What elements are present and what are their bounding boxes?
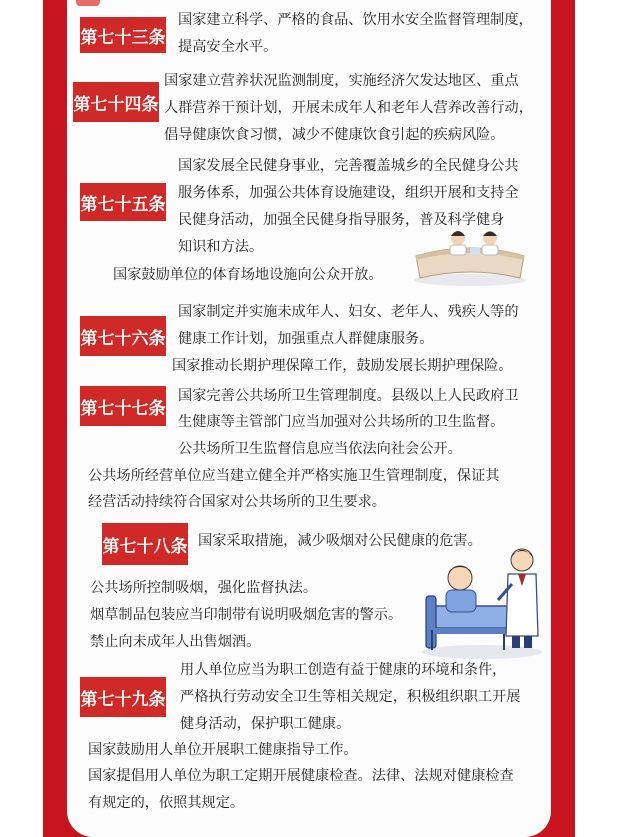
article-79-line-5: 国家提倡用人单位为职工定期开展健康检查。法律、法规对健康检查 [88, 768, 514, 784]
article-79-line-3: 健身活动，保护职工健康。 [180, 716, 351, 732]
article-78-line-1: 国家采取措施，减少吸烟对公民健康的危害。 [198, 533, 482, 549]
article-78-badge: 第七十八条 [102, 523, 188, 565]
article-76-line-3: 国家推动长期护理保障工作，鼓励发展长期护理保险。 [172, 358, 513, 374]
article-73-line-2: 提高安全水平。 [178, 39, 278, 55]
article-76-line-1: 国家制定并实施未成年人、妇女、老年人、残疾人等的 [178, 304, 519, 320]
article-73-badge: 第七十三条 [80, 17, 166, 53]
doctor-patient-illustration [420, 540, 545, 662]
article-74-line-3: 倡导健康饮食习惯，减少不健康饮食引起的疾病风险。 [164, 127, 505, 143]
article-77-line-3: 公共场所卫生监督信息应当依法向社会公开。 [178, 441, 462, 457]
article-74-badge: 第七十四条 [73, 82, 159, 122]
article-77-line-1: 国家完善公共场所卫生管理制度。县级以上人民政府卫 [178, 388, 519, 404]
article-78-line-2: 公共场所控制吸烟，强化监督执法。 [90, 580, 318, 596]
article-79-line-4: 国家鼓励用人单位开展职工健康指导工作。 [88, 742, 358, 758]
article-77-line-2: 生健康等主管部门应当加强对公共场所的卫生监督。 [178, 414, 505, 430]
article-75-badge: 第七十五条 [80, 183, 166, 221]
article-75-line-2: 服务体系，加强公共体育设施建设，组织开展和支持全 [178, 185, 519, 201]
article-76-badge: 第七十六条 [80, 316, 166, 356]
article-78-line-3: 烟草制品包装应当印制带有说明吸烟危害的警示。 [90, 607, 403, 623]
article-74-line-1: 国家建立营养状况监测制度，实施经济欠发达地区、重点 [164, 73, 519, 89]
article-77-line-4: 公共场所经营单位应当建立健全并严格实施卫生管理制度，保证其 [88, 468, 500, 484]
article-77-line-5: 经营活动持续符合国家对公共场所的卫生要求。 [88, 494, 386, 510]
article-76-line-2: 健康工作计划，加强重点人群健康服务。 [178, 331, 434, 347]
article-75-line-4: 知识和方法。 [178, 239, 264, 255]
article-74-line-2: 人群营养干预计划，开展未成年人和老年人营养改善行动， [164, 100, 533, 116]
article-75-line-1: 国家发展全民健身事业，完善覆盖城乡的全民健身公共 [178, 158, 519, 174]
article-77-badge: 第七十七条 [80, 386, 166, 426]
article-79-line-2: 严格执行劳动安全卫生等相关规定，积极组织职工开展 [180, 689, 521, 705]
article-79-badge: 第七十九条 [80, 677, 166, 717]
article-79-line-6: 有规定的，依照其规定。 [88, 795, 245, 811]
article-73-line-1: 国家建立科学、严格的食品、饮用水安全监督管理制度， [178, 12, 533, 28]
top-tab [76, 0, 100, 6]
article-79-line-1: 用人单位应当为职工创造有益于健康的环境和条件， [180, 662, 507, 678]
article-75-line-3: 民健身活动，加强全民健身指导服务，普及科学健身 [178, 212, 505, 228]
article-78-line-4: 禁止向未成年人出售烟酒。 [90, 634, 261, 650]
doctors-desk-illustration [410, 226, 528, 288]
article-75-line-5: 国家鼓励单位的体育场地设施向公众开放。 [113, 267, 383, 283]
